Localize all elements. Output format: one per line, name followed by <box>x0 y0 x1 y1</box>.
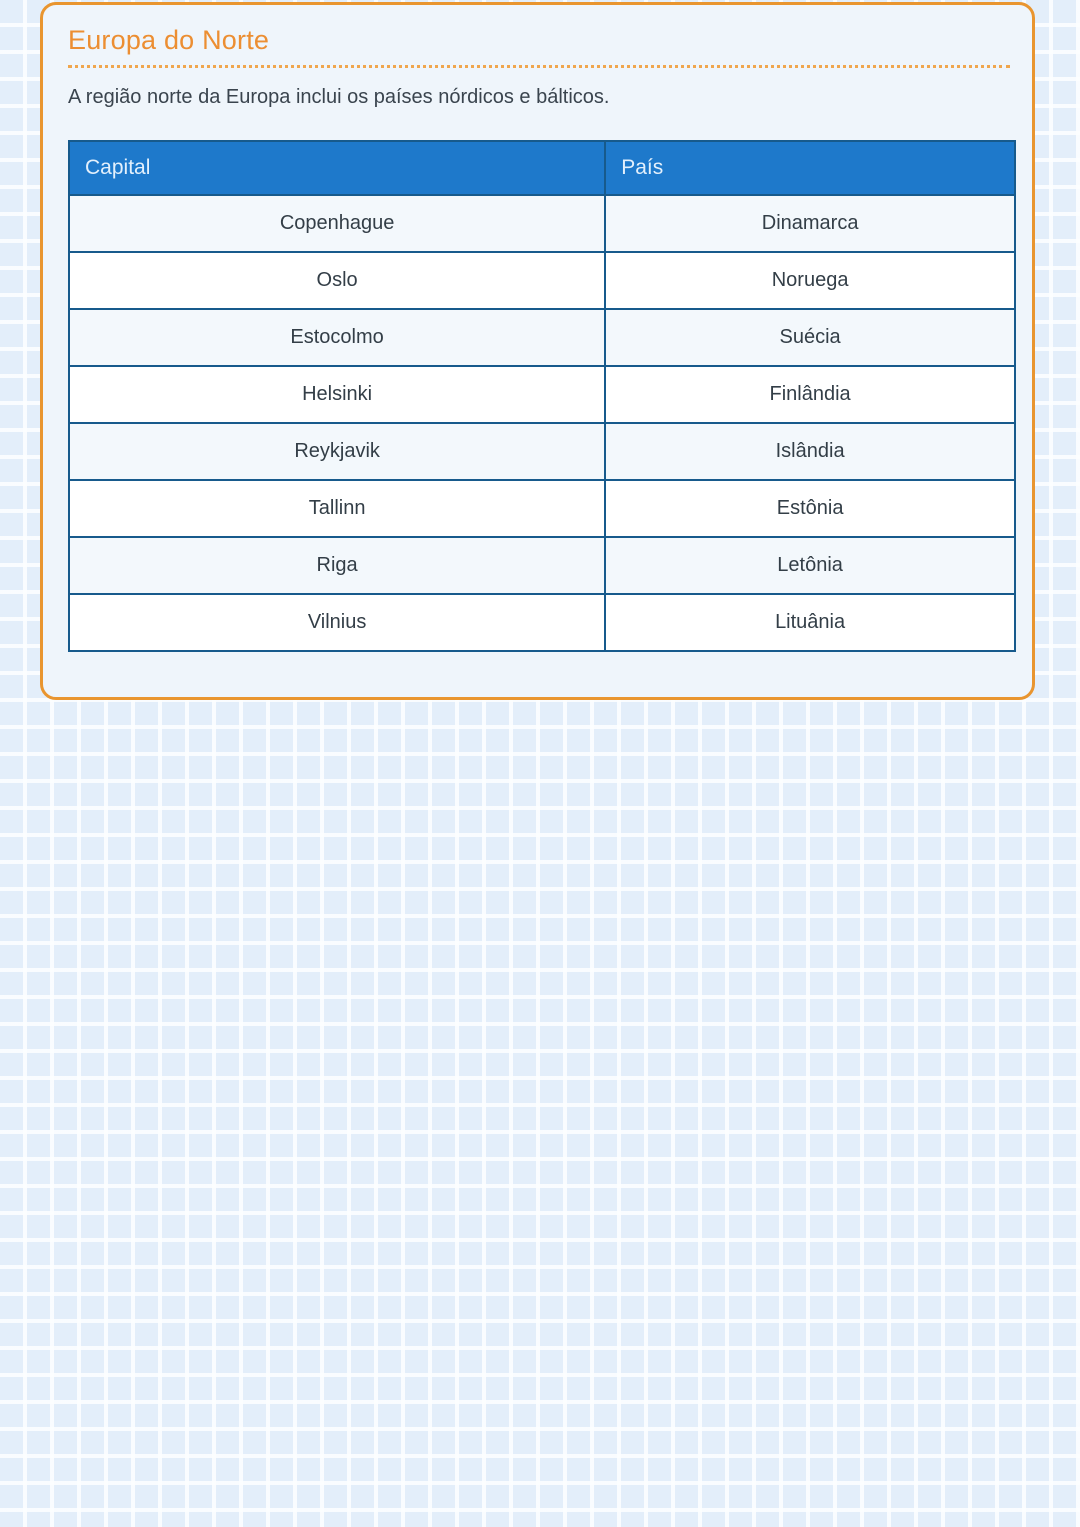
capital-cell: Riga <box>69 537 605 594</box>
table-row <box>69 423 1015 480</box>
capital-cell: Tallinn <box>69 480 605 537</box>
column-header-pais: País <box>605 141 1015 195</box>
region-card <box>40 2 1035 700</box>
dotted-divider <box>68 65 1010 68</box>
capital-cell: Reykjavik <box>69 423 605 480</box>
country-cell: Finlândia <box>605 366 1015 423</box>
table-body <box>69 195 1015 651</box>
country-cell: Lituânia <box>605 594 1015 651</box>
country-cell: Estônia <box>605 480 1015 537</box>
table-row <box>69 252 1015 309</box>
capital-cell: Copenhague <box>69 195 605 252</box>
column-header-capital: Capital <box>69 141 605 195</box>
capital-cell: Vilnius <box>69 594 605 651</box>
table-row <box>69 309 1015 366</box>
table-row <box>69 594 1015 651</box>
table-row <box>69 537 1015 594</box>
header-row <box>69 141 1015 195</box>
country-cell: Dinamarca <box>605 195 1015 252</box>
country-cell: Islândia <box>605 423 1015 480</box>
table-row <box>69 195 1015 252</box>
table-row <box>69 366 1015 423</box>
capitals-table <box>68 140 1016 652</box>
capital-cell: Estocolmo <box>69 309 605 366</box>
capital-cell: Oslo <box>69 252 605 309</box>
country-cell: Noruega <box>605 252 1015 309</box>
table-header <box>69 141 1015 195</box>
country-cell: Letônia <box>605 537 1015 594</box>
section-description: A região norte da Europa inclui os países nórdicos e bálticos. <box>68 86 610 108</box>
country-cell: Suécia <box>605 309 1015 366</box>
capital-cell: Helsinki <box>69 366 605 423</box>
table-row <box>69 480 1015 537</box>
section-title: Europa do Norte <box>68 25 270 55</box>
